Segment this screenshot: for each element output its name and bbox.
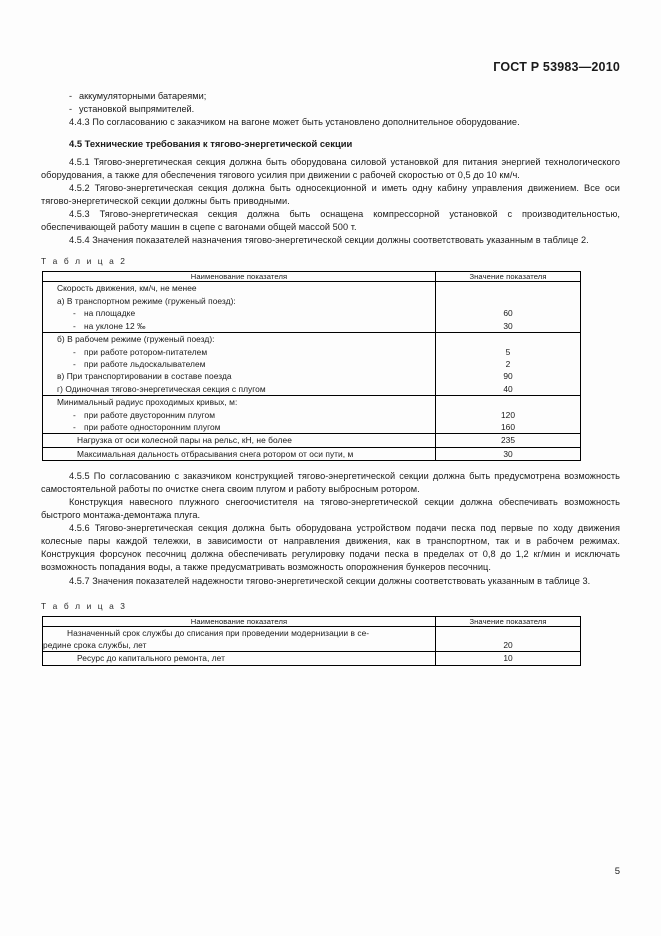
table-row [43,282,581,333]
dash-marker: - [73,320,76,331]
paragraph-4-4-3: 4.4.3 По согласованию с заказчиком на вагоне может быть установлено дополнительное оборудование. [69,117,520,128]
dash-marker: - [73,421,76,432]
column-header-name: Наименование показателя [43,616,436,626]
paragraph-4-5-2: 4.5.2 Тягово-энергетическая секция должна быть односекционной и иметь одну кабину управления движением. Все оси тягово-энергетической секции должны быть приводными. [41,183,620,207]
cell-indicator-name: б) В рабочем режиме (груженый поезд): - при работе ротором-питателем - при работе льдоскалывателем в) При транспортировании в составе поезда г) Одиночная тягово-энергетическая секция с плугом [43,333,436,396]
cell-indicator-name: Скорость движения, км/ч, не менее а) В транспортном режиме (груженый поезд): - на площадке - на уклоне 12 ‰ [43,282,436,333]
paragraph-4-5-5: 4.5.5 По согласованию с заказчиком конструкцией тягово-энергетической секции должна быть предусмотрена возможность самостоятельной работы по очистке снега своим плугом и работу выбросным ротором. [41,471,620,495]
paragraph-plow-design: Конструкция навесного плужного снегоочистителя на тягово-энергетической секции должна обеспечивать возможность быстрого монтажа-демонтажа плуга. [41,497,620,521]
cell-indicator-value: 5 2 90 40 [436,333,581,396]
cell-indicator-value: 30 [436,447,581,460]
cell-indicator-name: Ресурс до капитального ремонта, лет [43,652,436,665]
cell-indicator-value: 120 160 [436,396,581,434]
cell-indicator-value: 60 30 [436,282,581,333]
column-header-name: Наименование показателя [43,272,436,282]
document-standard-header: ГОСТ Р 53983—2010 [493,60,620,74]
table-2 [42,271,581,461]
dash-marker: - [73,346,76,357]
paragraph-4-5-3: 4.5.3 Тягово-энергетическая секция должна быть оснащена компрессорной установкой с производительностью, обеспечивающей работу машин в сцепе с вагонами общей массой 500 т. [41,209,620,233]
dash-marker: - [69,91,73,101]
table-header-row [43,272,581,282]
dash-marker: - [73,358,76,369]
cell-indicator-name: Назначенный срок службы до списания при проведении модернизации в се- редине срока службы, лет [43,626,436,652]
dash-marker: - [73,409,76,420]
cell-indicator-name: Максимальная дальность отбрасывания снега ротором от оси пути, м [43,447,436,460]
table-row [43,447,581,460]
paragraph-4-5-6: 4.5.6 Тягово-энергетическая секция должна быть оборудована устройством подачи песка под первые по ходу движения колесные пары каждой тележки, в зависимости от направления движения, как в транспортном, так и в рабочем режимах. Конструкция форсунок песочниц должна обеспечивать регулировку подачи песка в пределах от 0,8 до 1,2 кг/мин и исключать возможность попадания воды, а также предусматривать возможность опорожнения бункеров песочниц. [41,523,620,573]
cell-indicator-value: 235 [436,434,581,447]
cell-indicator-name: Нагрузка от оси колесной пары на рельс, кН, не более [43,434,436,447]
table-header-row [43,616,581,626]
paragraph-4-5-1: 4.5.1 Тягово-энергетическая секция должна быть оборудована силовой установкой для питания энергией технологического оборудования, а также для обеспечения тягового усилия при движении с рабочей скоростью от 0,5 до 10 км/ч. [41,157,620,181]
table-row [43,434,581,447]
table-row [43,626,581,652]
table-2-caption: Т а б л и ц а 2 [41,256,128,267]
page-number: 5 [614,866,620,877]
table-3-caption: Т а б л и ц а 3 [41,600,128,611]
cell-indicator-value: 20 [436,626,581,652]
document-body [41,90,620,666]
column-header-value: Значение показателя [436,616,581,626]
table-row [43,396,581,434]
column-header-value: Значение показателя [436,272,581,282]
table-row [43,652,581,665]
bullet-item: - аккумуляторными батареями; [41,90,620,103]
dash-marker: - [69,104,73,115]
paragraph-4-5-7: 4.5.7 Значения показателей надежности тягово-энергетической секции должны соответствовать указанным в таблице 3. [69,575,591,586]
cell-indicator-name: Минимальный радиус проходимых кривых, м: - при работе двусторонним плугом - при работе односторонним плугом [43,396,436,434]
dash-marker: - [73,308,76,319]
table-3 [42,616,581,666]
cell-indicator-value: 10 [436,652,581,665]
section-heading-4-5: 4.5 Технические требования к тягово-энергетической секции [69,138,353,150]
table-row [43,333,581,396]
bullet-item: - установкой выпрямителей. [41,103,620,116]
paragraph-4-5-4: 4.5.4 Значения показателей назначения тягово-энергетической секции должны соответствовать указанным в таблице 2. [69,235,589,246]
